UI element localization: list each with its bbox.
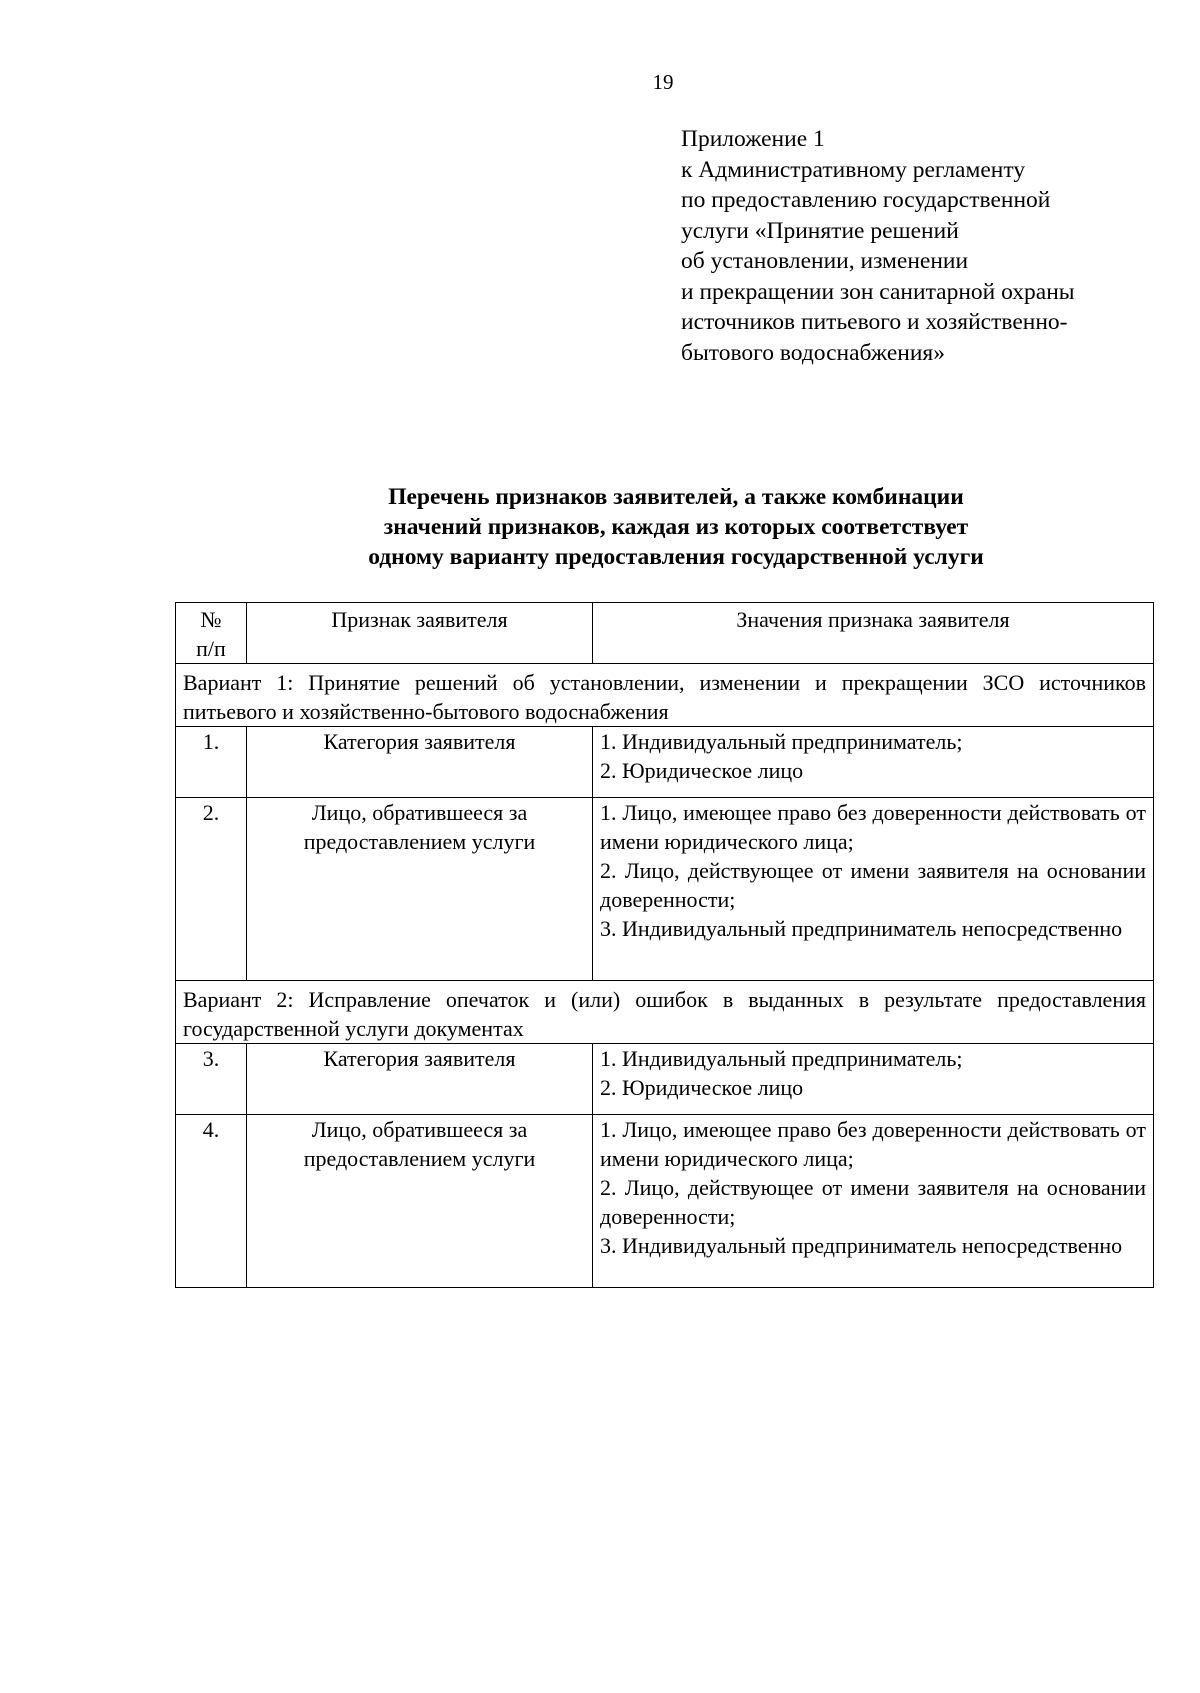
row-criterion: Лицо, обратившееся за предоставлением услуги (247, 1115, 593, 1288)
annex-line: бытового водоснабжения» (681, 339, 945, 366)
row-values (593, 1044, 1154, 1115)
row-values (593, 798, 1154, 981)
table-row (176, 727, 1154, 798)
row-criterion: Категория заявителя (247, 1044, 593, 1115)
value-item: 2. Юридическое лицо (600, 758, 804, 783)
value-item: 2. Лицо, действующее от имени заявителя на основании доверенности; (600, 1175, 1146, 1229)
value-item: 2. Лицо, действующее от имени заявителя на основании доверенности; (600, 858, 1146, 912)
value-item: 2. Юридическое лицо (600, 1075, 804, 1100)
value-item: 1. Индивидуальный предприниматель; (600, 729, 963, 754)
annex-line: к Административному регламенту (681, 156, 1026, 183)
header-values: Значения признака заявителя (593, 603, 1154, 664)
row-values (593, 727, 1154, 798)
table-row (176, 798, 1154, 981)
variant-title: Вариант 1: Принятие решений об установлении, изменении и прекращении ЗСО источников питьевого и хозяйственно-бытового водоснабжения (176, 664, 1154, 727)
page-number: 19 (652, 70, 674, 94)
header-number-line: № (200, 607, 222, 632)
table-row (176, 1044, 1154, 1115)
criteria-table (175, 602, 1154, 1288)
annex-line: Приложение 1 (681, 126, 825, 152)
table-row (176, 1115, 1154, 1288)
value-item: 1. Индивидуальный предприниматель; (600, 1046, 963, 1071)
annex-line: и прекращении зон санитарной охраны (681, 278, 1075, 305)
title-line: Перечень признаков заявителей, а также комбинации (388, 484, 964, 510)
value-item: 1. Лицо, имеющее право без доверенности действовать от имени юридического лица; (600, 800, 1146, 854)
table-header-row (176, 603, 1154, 664)
variant-title: Вариант 2: Исправление опечаток и (или) ошибок в выданных в результате предоставления государственной услуги документах (176, 981, 1154, 1044)
row-criterion: Лицо, обратившееся за предоставлением услуги (247, 798, 593, 981)
value-item: 1. Лицо, имеющее право без доверенности действовать от имени юридического лица; (600, 1117, 1146, 1171)
variant-row (176, 981, 1154, 1044)
annex-line: об установлении, изменении (681, 248, 969, 274)
row-number: 1. (176, 727, 247, 798)
document-title (176, 482, 1176, 572)
row-number: 4. (176, 1115, 247, 1288)
header-number-line: п/п (196, 636, 226, 661)
annex-line: услуги «Принятие решений (681, 217, 959, 244)
header-criterion: Признак заявителя (247, 603, 593, 664)
value-item: 3. Индивидуальный предприниматель непосредственно (600, 1233, 1123, 1258)
title-line: одному варианту предоставления государственной услуги (368, 544, 984, 570)
annex-header (681, 124, 1151, 368)
annex-line: источников питьевого и хозяйственно- (681, 309, 1068, 335)
row-values (593, 1115, 1154, 1288)
row-criterion: Категория заявителя (247, 727, 593, 798)
row-number: 3. (176, 1044, 247, 1115)
value-item: 3. Индивидуальный предприниматель непосредственно (600, 916, 1123, 941)
row-number: 2. (176, 798, 247, 981)
header-number (176, 603, 247, 664)
variant-row (176, 664, 1154, 727)
annex-line: по предоставлению государственной (681, 187, 1051, 213)
title-line: значений признаков, каждая из которых соответствует (383, 514, 969, 540)
